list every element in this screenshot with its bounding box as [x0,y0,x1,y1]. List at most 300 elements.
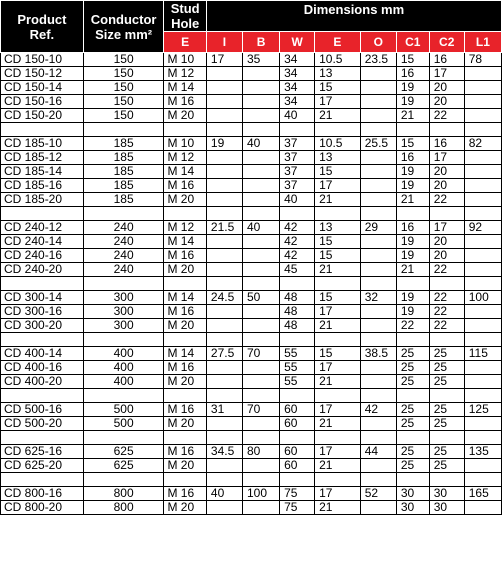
separator-cell [206,207,242,221]
table-row [1,403,502,417]
dim-c2-cell: 20 [429,179,464,193]
separator-cell [396,389,429,403]
separator-cell [242,277,279,291]
separator-cell [315,389,361,403]
dim-c1-cell: 30 [396,501,429,515]
table-row [1,291,502,305]
product-ref-cell: CD 150-10 [1,53,84,67]
separator-cell [164,277,206,291]
conductor-size-cell: 240 [83,235,164,249]
conductor-size-cell: 150 [83,109,164,123]
separator-cell [242,207,279,221]
separator-cell [83,207,164,221]
header-row [1,1,502,32]
table-row [1,53,502,67]
dim-col-header: E [315,32,361,53]
dim-i-cell [206,151,242,165]
product-ref-cell: CD 150-14 [1,81,84,95]
dim-l1-cell [464,459,501,473]
conductor-size-cell: 800 [83,501,164,515]
table-row [1,487,502,501]
group-separator [1,473,502,487]
dim-l1-cell [464,375,501,389]
dim-w-cell: 34 [280,67,315,81]
dim-c2-cell: 20 [429,249,464,263]
dim-b-cell: 70 [242,347,279,361]
dim-c2-cell: 20 [429,235,464,249]
separator-cell [83,333,164,347]
dim-l1-cell [464,235,501,249]
separator-cell [464,389,501,403]
group-separator [1,277,502,291]
dim-b-cell [242,109,279,123]
separator-cell [315,277,361,291]
product-ref-cell: CD 625-16 [1,445,84,459]
dim-o-cell: 52 [360,487,396,501]
dim-i-cell [206,501,242,515]
separator-cell [280,333,315,347]
product-ref-cell: CD 240-14 [1,235,84,249]
separator-cell [83,277,164,291]
product-ref-cell: CD 300-20 [1,319,84,333]
separator-cell [206,277,242,291]
dim-c1-cell: 25 [396,459,429,473]
conductor-size-cell: 240 [83,263,164,277]
dim-c2-cell: 25 [429,375,464,389]
dim-o-cell [360,179,396,193]
dim-c2-cell: 16 [429,137,464,151]
dim-o-cell [360,81,396,95]
dim-e-cell: 17 [315,445,361,459]
conductor-size-cell: 150 [83,53,164,67]
dim-i-cell [206,109,242,123]
table-row [1,137,502,151]
dim-e-cell: 21 [315,193,361,207]
dim-i-cell [206,361,242,375]
separator-cell [429,207,464,221]
separator-cell [396,333,429,347]
stud-hole-cell: M 14 [164,165,206,179]
stud-hole-cell: M 20 [164,263,206,277]
product-ref-cell: CD 400-16 [1,361,84,375]
separator-cell [396,207,429,221]
separator-cell [1,277,84,291]
separator-cell [242,123,279,137]
dim-w-cell: 60 [280,445,315,459]
separator-cell [164,123,206,137]
dim-c2-cell: 22 [429,319,464,333]
separator-cell [429,473,464,487]
dim-i-cell [206,95,242,109]
dim-c2-cell: 16 [429,53,464,67]
product-ref-header-line1: Product [17,11,67,27]
dim-l1-cell: 165 [464,487,501,501]
dim-i-cell [206,193,242,207]
separator-cell [280,207,315,221]
separator-cell [1,431,84,445]
dim-w-cell: 55 [280,361,315,375]
separator-cell [164,431,206,445]
dim-o-cell: 38.5 [360,347,396,361]
dim-i-cell [206,249,242,263]
separator-cell [360,431,396,445]
dim-c1-cell: 21 [396,193,429,207]
product-ref-cell: CD 800-16 [1,487,84,501]
stud-hole-cell: M 20 [164,501,206,515]
dim-c1-cell: 16 [396,221,429,235]
dim-o-cell [360,235,396,249]
dim-o-cell [360,151,396,165]
dim-o-cell: 32 [360,291,396,305]
dim-c2-cell: 25 [429,445,464,459]
separator-cell [83,431,164,445]
dim-i-cell: 31 [206,403,242,417]
product-ref-cell: CD 240-12 [1,221,84,235]
dim-o-cell [360,305,396,319]
separator-cell [83,123,164,137]
stud-header-line1: Stud [170,1,200,16]
table-row [1,179,502,193]
dim-o-cell [360,417,396,431]
dim-w-cell: 48 [280,319,315,333]
dim-b-cell: 80 [242,445,279,459]
stud-hole-cell: M 14 [164,291,206,305]
dim-c1-cell: 19 [396,305,429,319]
separator-cell [206,389,242,403]
table-row [1,459,502,473]
dim-l1-cell: 115 [464,347,501,361]
dim-e-cell: 17 [315,361,361,375]
separator-cell [280,277,315,291]
dim-o-cell: 23.5 [360,53,396,67]
dim-e-cell: 21 [315,459,361,473]
dim-col-header: O [360,32,396,53]
dim-c2-cell: 22 [429,193,464,207]
dim-b-cell [242,165,279,179]
dim-col-header: L1 [464,32,501,53]
dim-i-cell: 27.5 [206,347,242,361]
conductor-size-cell: 185 [83,151,164,165]
dim-w-cell: 42 [280,235,315,249]
dim-c2-cell: 20 [429,95,464,109]
dim-w-cell: 34 [280,53,315,67]
dim-l1-cell [464,67,501,81]
stud-hole-cell: M 10 [164,137,206,151]
separator-cell [280,389,315,403]
conductor-size-cell: 150 [83,95,164,109]
dim-o-cell [360,193,396,207]
product-ref-cell: CD 150-20 [1,109,84,123]
dim-w-cell: 45 [280,263,315,277]
dim-o-cell [360,459,396,473]
separator-cell [206,431,242,445]
product-ref-cell: CD 400-14 [1,347,84,361]
stud-hole-cell: M 12 [164,221,206,235]
dim-i-cell: 34.5 [206,445,242,459]
dim-i-cell [206,235,242,249]
dim-b-cell: 50 [242,291,279,305]
group-separator [1,389,502,403]
separator-cell [1,389,84,403]
dim-o-cell [360,67,396,81]
dim-o-cell [360,95,396,109]
table-row [1,109,502,123]
dim-o-cell [360,109,396,123]
dim-c1-cell: 22 [396,319,429,333]
table-row [1,95,502,109]
dim-e-cell: 21 [315,109,361,123]
separator-cell [360,207,396,221]
dim-w-cell: 40 [280,193,315,207]
dim-b-cell [242,67,279,81]
dim-e-cell: 17 [315,403,361,417]
separator-cell [83,389,164,403]
dim-w-cell: 48 [280,305,315,319]
dim-e-cell: 21 [315,319,361,333]
dim-b-cell [242,81,279,95]
dim-b-cell [242,501,279,515]
dim-e-cell: 13 [315,151,361,165]
dim-c2-cell: 20 [429,81,464,95]
dim-e-cell: 21 [315,263,361,277]
separator-cell [242,333,279,347]
dim-b-cell: 35 [242,53,279,67]
product-ref-cell: CD 400-20 [1,375,84,389]
dim-l1-cell [464,417,501,431]
separator-cell [206,123,242,137]
dim-w-cell: 42 [280,249,315,263]
separator-cell [242,473,279,487]
group-separator [1,207,502,221]
dim-l1-cell: 135 [464,445,501,459]
dim-e-cell: 17 [315,95,361,109]
separator-cell [315,333,361,347]
stud-hole-cell: M 12 [164,67,206,81]
stud-hole-cell: M 20 [164,459,206,473]
table-row [1,361,502,375]
separator-cell [360,277,396,291]
separator-cell [242,431,279,445]
dim-i-cell [206,417,242,431]
conductor-size-cell: 240 [83,249,164,263]
stud-hole-cell: M 16 [164,445,206,459]
dim-i-cell [206,375,242,389]
dim-l1-cell [464,305,501,319]
dim-b-cell [242,375,279,389]
conductor-size-cell: 400 [83,375,164,389]
stud-hole-cell: M 16 [164,249,206,263]
dim-o-cell [360,165,396,179]
table-row [1,263,502,277]
dim-w-cell: 48 [280,291,315,305]
stud-hole-cell: M 20 [164,109,206,123]
stud-hole-cell: M 16 [164,487,206,501]
stud-hole-cell: M 20 [164,319,206,333]
dim-w-cell: 40 [280,109,315,123]
stud-hole-cell: M 16 [164,403,206,417]
dim-c1-cell: 16 [396,151,429,165]
dim-c1-cell: 19 [396,179,429,193]
conductor-size-cell: 400 [83,361,164,375]
table-row [1,445,502,459]
dim-l1-cell: 92 [464,221,501,235]
dim-b-cell [242,263,279,277]
conductor-size-cell: 185 [83,179,164,193]
dim-w-cell: 55 [280,375,315,389]
dim-i-cell: 24.5 [206,291,242,305]
dim-l1-cell [464,109,501,123]
separator-cell [464,207,501,221]
dim-e-cell: 21 [315,501,361,515]
stud-hole-cell: M 16 [164,305,206,319]
dim-l1-cell [464,151,501,165]
conductor-size-cell: 500 [83,403,164,417]
table-row [1,347,502,361]
dim-i-cell [206,81,242,95]
dim-w-cell: 37 [280,151,315,165]
dim-c1-cell: 19 [396,291,429,305]
dim-col-header: B [242,32,279,53]
separator-cell [1,123,84,137]
dim-e-cell: 17 [315,305,361,319]
dim-e-cell: 13 [315,221,361,235]
dim-b-cell: 100 [242,487,279,501]
dim-e-cell: 13 [315,67,361,81]
dim-b-cell [242,249,279,263]
conductor-header-line2: Size mm² [95,26,153,42]
dim-w-cell: 75 [280,487,315,501]
dim-i-cell: 40 [206,487,242,501]
table-row [1,235,502,249]
dim-e-cell: 15 [315,165,361,179]
dim-b-cell [242,417,279,431]
product-ref-cell: CD 500-16 [1,403,84,417]
product-ref-cell: CD 500-20 [1,417,84,431]
dim-l1-cell: 78 [464,53,501,67]
dim-c1-cell: 25 [396,361,429,375]
dim-c2-cell: 22 [429,263,464,277]
stud-hole-cell: M 10 [164,53,206,67]
dim-c2-cell: 17 [429,67,464,81]
dim-b-cell: 40 [242,221,279,235]
dim-o-cell [360,263,396,277]
dim-w-cell: 37 [280,165,315,179]
conductor-size-cell: 400 [83,347,164,361]
dim-e-cell: 15 [315,81,361,95]
dim-e-cell: 10.5 [315,137,361,151]
separator-cell [464,277,501,291]
separator-cell [360,389,396,403]
stud-hole-cell: M 14 [164,235,206,249]
dim-o-cell: 25.5 [360,137,396,151]
dim-l1-cell: 125 [464,403,501,417]
stud-hole-cell: M 14 [164,81,206,95]
dim-col-header: C2 [429,32,464,53]
dim-c2-cell: 25 [429,361,464,375]
separator-cell [429,277,464,291]
product-ref-cell: CD 185-16 [1,179,84,193]
dim-c1-cell: 19 [396,95,429,109]
product-ref-cell: CD 240-16 [1,249,84,263]
separator-cell [429,431,464,445]
dim-l1-cell: 82 [464,137,501,151]
dim-c1-cell: 19 [396,165,429,179]
dim-c2-cell: 25 [429,347,464,361]
separator-cell [242,389,279,403]
conductor-size-cell: 500 [83,417,164,431]
table-body [1,53,502,515]
conductor-size-cell: 300 [83,305,164,319]
dim-i-cell: 19 [206,137,242,151]
product-ref-cell: CD 150-16 [1,95,84,109]
dim-b-cell [242,459,279,473]
dim-l1-cell [464,95,501,109]
dim-o-cell: 42 [360,403,396,417]
separator-cell [206,473,242,487]
dim-i-cell [206,179,242,193]
dim-e-cell: 15 [315,235,361,249]
dim-c1-cell: 25 [396,445,429,459]
separator-cell [464,473,501,487]
dim-c1-cell: 25 [396,417,429,431]
separator-cell [315,207,361,221]
dim-c2-cell: 17 [429,221,464,235]
dim-c1-cell: 19 [396,235,429,249]
dim-o-cell: 29 [360,221,396,235]
dim-c1-cell: 30 [396,487,429,501]
dim-c1-cell: 15 [396,137,429,151]
separator-cell [164,207,206,221]
dim-w-cell: 60 [280,403,315,417]
separator-cell [464,333,501,347]
dim-b-cell [242,95,279,109]
dim-w-cell: 60 [280,417,315,431]
dim-b-cell: 40 [242,137,279,151]
dim-c2-cell: 25 [429,417,464,431]
separator-cell [464,431,501,445]
stud-sub-header: E [164,32,206,53]
table-row [1,151,502,165]
stud-hole-cell: M 14 [164,347,206,361]
dim-l1-cell [464,179,501,193]
conductor-size-cell: 240 [83,221,164,235]
dim-b-cell [242,305,279,319]
separator-cell [206,333,242,347]
dim-l1-cell [464,319,501,333]
separator-cell [280,123,315,137]
table-row [1,193,502,207]
dim-l1-cell [464,263,501,277]
dim-c1-cell: 21 [396,109,429,123]
stud-header-line2: Hole [171,16,200,31]
separator-cell [315,431,361,445]
dim-c1-cell: 25 [396,375,429,389]
dim-l1-cell: 100 [464,291,501,305]
conductor-size-cell: 150 [83,67,164,81]
dim-i-cell [206,305,242,319]
separator-cell [396,473,429,487]
separator-cell [315,123,361,137]
conductor-size-cell: 800 [83,487,164,501]
conductor-size-cell: 185 [83,193,164,207]
group-separator [1,431,502,445]
product-ref-cell: CD 240-20 [1,263,84,277]
product-ref-cell: CD 800-20 [1,501,84,515]
separator-cell [396,123,429,137]
product-ref-cell: CD 625-20 [1,459,84,473]
dim-o-cell [360,501,396,515]
dim-c2-cell: 22 [429,109,464,123]
